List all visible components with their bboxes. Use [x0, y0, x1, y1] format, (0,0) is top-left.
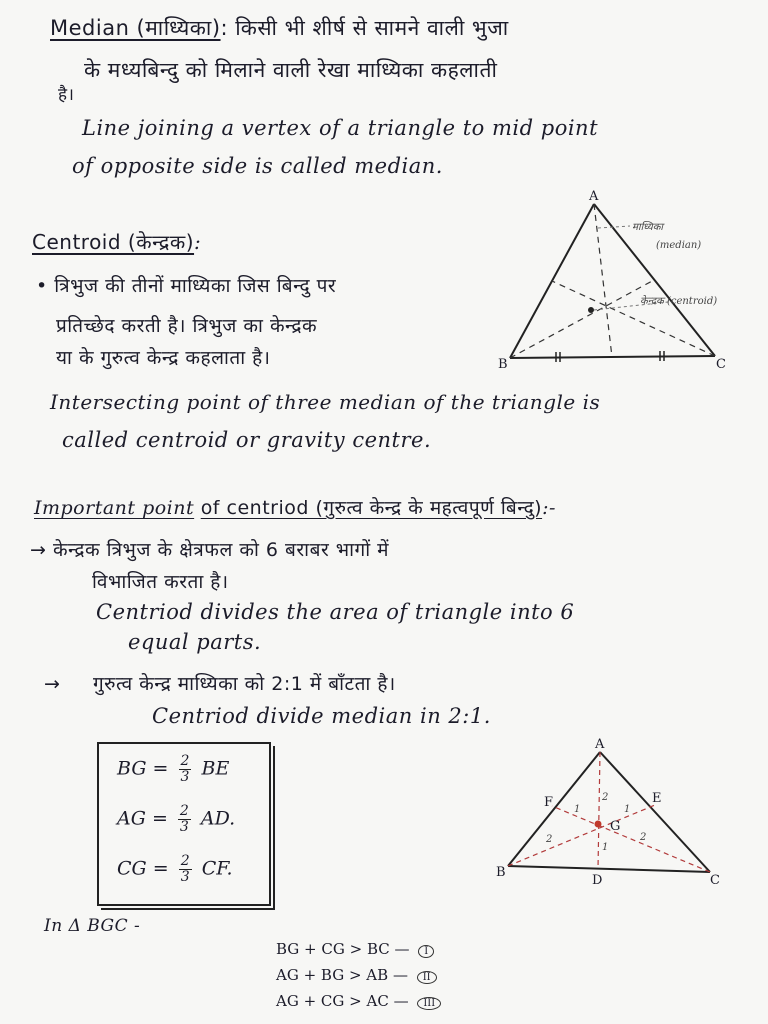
median-heading-block	[50, 14, 509, 42]
formula-bg-num: 2	[180, 753, 190, 769]
ratio-label-cg: 2	[640, 832, 647, 843]
side-ab-2	[508, 752, 600, 866]
median-hindi-line1: : किसी भी शीर्ष से सामने वाली भुजा	[220, 16, 509, 40]
median-cf	[552, 281, 718, 356]
median-be-2	[508, 805, 655, 866]
centroid-heading-block	[32, 228, 201, 255]
diagram2-vertex-a: A	[595, 737, 605, 752]
point1-english-line2: equal parts.	[128, 630, 262, 654]
inequality-2-number: II	[417, 971, 437, 984]
median-triangle-diagram	[490, 186, 765, 376]
inequality-3-dash: —	[393, 992, 409, 1010]
triangle-vertex-c: C	[716, 357, 726, 372]
formula-bg	[117, 754, 229, 785]
ratio-label-dg: 1	[602, 842, 609, 853]
formula-cg-eq: =	[152, 857, 169, 880]
inequality-3-expr: AG + CG > AC	[276, 992, 389, 1010]
median-hindi-line3: है।	[58, 85, 75, 105]
point2-hindi-block	[44, 670, 396, 696]
centroid-g-point	[595, 821, 602, 828]
diagram2-vertex-c: C	[710, 873, 720, 888]
inequality-line-3	[276, 992, 441, 1010]
point1-hindi-line1: केन्द्रक त्रिभुज के क्षेत्रफल को 6 बराबर भागों में	[52, 539, 390, 561]
formula-cg-den: 3	[180, 869, 190, 885]
side-ac-2	[600, 752, 710, 872]
median-ad-2	[598, 752, 600, 869]
inequality-1-number: I	[418, 945, 434, 958]
median-ad	[594, 204, 612, 357]
centroid-heading: Centroid (केन्द्रक)	[32, 230, 195, 254]
diagram2-point-d: D	[592, 873, 603, 888]
median-heading: Median (माध्यिका)	[50, 16, 221, 40]
centroid-point	[588, 307, 594, 313]
inequality-3-number: III	[417, 997, 441, 1010]
point1-english-line1: Centriod divides the area of triangle into 6	[96, 600, 575, 624]
ratio-label-fg: 1	[574, 804, 581, 815]
diagram2-point-e: E	[652, 791, 662, 806]
formula-bg-rhs: BE	[201, 757, 230, 780]
ratio-label-ag: 2	[602, 792, 609, 803]
inequality-2-expr: AG + BG > AB	[276, 966, 389, 984]
triangle-vertex-b: B	[498, 357, 508, 372]
median-hindi-line2: के मध्यबिन्दु को मिलाने वाली रेखा माध्यिका कहलाती	[84, 58, 498, 82]
inequality-line-2	[276, 966, 437, 984]
centroid-english-line1: Intersecting point of three median of the triangle is	[50, 390, 601, 414]
diagram2-vertex-b: B	[496, 865, 506, 880]
formula-bg-lhs: BG	[117, 757, 147, 780]
point1-hindi-line1-block	[30, 536, 389, 562]
centroid-bullet: •	[36, 275, 48, 297]
point1-hindi-line2: विभाजित करता है।	[92, 571, 229, 593]
median-note-hindi: माध्यिका	[632, 222, 663, 233]
point1-arrow: →	[30, 539, 47, 561]
centroid-hindi-line2: प्रतिच्छेद करती है। त्रिभुज का केन्द्रक	[56, 315, 318, 337]
formula-ag-den: 3	[179, 819, 189, 835]
side-bc-2	[508, 866, 710, 872]
inequality-1-expr: BG + CG > BC	[276, 940, 390, 958]
important-heading-part2: of centriod (गुरुत्व केन्द्र के महत्वपूर्ण बिन्दु)	[200, 497, 543, 519]
ratio-label-bg: 2	[546, 834, 553, 845]
point2-hindi: गुरुत्व केन्द्र माध्यिका को 2:1 में बाँटता है।	[92, 673, 396, 695]
formula-ag-lhs: AG	[117, 807, 146, 830]
formula-ag-fraction	[178, 804, 191, 835]
point2-arrow: →	[44, 673, 61, 695]
formula-ag-rhs: AD.	[200, 807, 236, 830]
formula-bg-fraction	[179, 754, 192, 785]
median-note-english: (median)	[656, 240, 702, 251]
inequality-intro: In Δ BGC -	[44, 916, 141, 936]
important-heading-block	[34, 494, 556, 520]
important-heading-suffix: :-	[542, 497, 556, 519]
centroid-ratio-diagram	[490, 730, 730, 890]
point2-english: Centriod divide median in 2:1.	[152, 704, 491, 728]
inequality-1-dash: —	[394, 940, 410, 958]
formula-cg-rhs: CF.	[201, 857, 233, 880]
diagram2-point-f: F	[544, 795, 554, 810]
formula-bg-eq: =	[152, 757, 169, 780]
formula-bg-den: 3	[180, 769, 190, 785]
centroid-english-line2: called centroid or gravity centre.	[62, 428, 432, 452]
formula-cg-fraction	[179, 854, 192, 885]
formula-cg-num: 2	[180, 853, 190, 869]
formula-ag-eq: =	[151, 807, 168, 830]
median-cf-2	[552, 806, 710, 872]
centroid-ratio-formula-box	[97, 742, 271, 906]
formula-cg	[117, 854, 233, 885]
centroid-note: केन्द्रक (centroid)	[640, 296, 718, 307]
important-heading-part1: Important point	[34, 497, 195, 519]
diagram2-point-g: G	[610, 819, 621, 834]
formula-ag-num: 2	[179, 803, 189, 819]
median-english-line1: Line joining a vertex of a triangle to mid point	[82, 116, 599, 140]
inequality-2-dash: —	[392, 966, 408, 984]
centroid-heading-suffix: :	[194, 230, 202, 254]
centroid-hindi-line1: त्रिभुज की तीनों माध्यिका जिस बिन्दु पर	[54, 275, 337, 297]
ratio-label-eg: 1	[624, 804, 631, 815]
formula-cg-lhs: CG	[117, 857, 147, 880]
triangle-vertex-a: A	[589, 189, 599, 204]
side-bc	[510, 356, 715, 358]
formula-ag	[117, 804, 235, 835]
centroid-hindi-line1-block	[36, 272, 336, 298]
inequality-line-1	[276, 940, 434, 958]
median-english-line2: of opposite side is called median.	[72, 154, 443, 178]
centroid-hindi-line3: या के गुरुत्व केन्द्र कहलाता है।	[56, 347, 271, 369]
